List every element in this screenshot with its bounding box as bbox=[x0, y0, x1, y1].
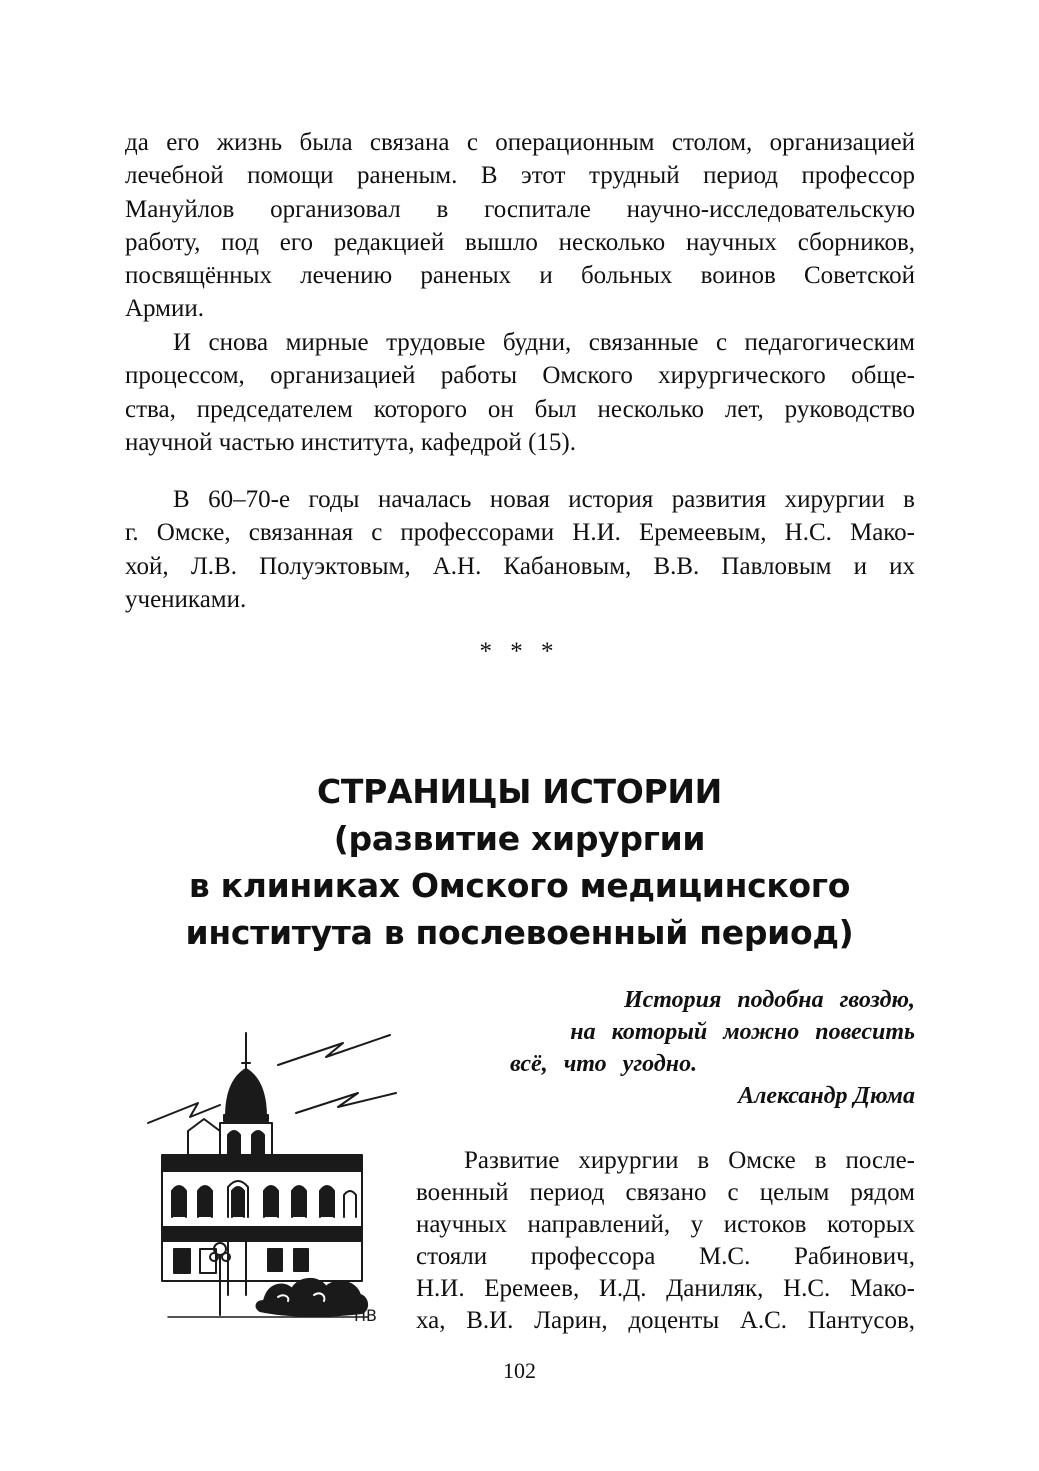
heading-line: (развитие хирургии bbox=[333, 819, 706, 858]
text-line: И снова мирные трудовые будни, связанные с педагогическим bbox=[173, 329, 915, 356]
text-line: Мануйлов организовал в госпитале научно-исследовательскую bbox=[125, 195, 915, 223]
heading-line: в клиниках Омского медицинского bbox=[188, 866, 851, 905]
text-line: научной частью института, кафедрой (15). bbox=[125, 428, 576, 456]
epigraph-line: История подобна гвоздю, bbox=[623, 987, 915, 1013]
text-line: процессом, организацией работы Омского хирургического обще- bbox=[125, 362, 915, 390]
paragraph bbox=[125, 126, 915, 326]
text-line: Н.И. Еремеев, И.Д. Даниляк, Н.С. Мако- bbox=[416, 1275, 915, 1302]
text-line: Развитие хирургии в Омске в после- bbox=[464, 1147, 915, 1174]
section-separator: * * * bbox=[479, 638, 560, 665]
text-line: В 60–70-е годы началась новая история развития хирургии в bbox=[173, 486, 915, 513]
text-line: посвящённых лечению раненых и больных воинов Советской bbox=[125, 262, 915, 290]
paragraph bbox=[416, 1145, 915, 1337]
epigraph-line: на который можно повесить bbox=[570, 1019, 915, 1045]
text-line: г. Омске, связанная с профессорами Н.И. Еремеевым, Н.С. Мако- bbox=[125, 519, 915, 547]
epigraph-line: всё, что угодно. bbox=[510, 1051, 698, 1077]
heading-line: института в послевоенный период) bbox=[185, 913, 854, 952]
text-line: стояли профессора М.С. Рабинович, bbox=[416, 1243, 915, 1270]
text-line: хой, Л.В. Полуэктовым, А.Н. Кабановым, В.В. Павловым и их bbox=[125, 552, 915, 580]
text-line: научных направлений, у истоков которых bbox=[416, 1211, 915, 1238]
epigraph-author: Александр Дюма bbox=[738, 1083, 915, 1109]
section-heading bbox=[60, 768, 979, 956]
text-line: военный период связано с целым рядом bbox=[416, 1179, 915, 1206]
text-line: да его жизнь была связана с операционным столом, организацией bbox=[125, 129, 915, 156]
building-sketch-icon bbox=[128, 1005, 400, 1327]
text-line: ства, председателем которого он был несколько лет, руководство bbox=[125, 395, 915, 423]
paragraph bbox=[125, 326, 915, 459]
epigraph bbox=[470, 984, 915, 1112]
text-line: ха, В.И. Ларин, доценты А.С. Пантусов, bbox=[416, 1307, 915, 1334]
text-line: Армии. bbox=[125, 295, 205, 323]
text-line: работу, под его редакцией вышло несколько научных сборников, bbox=[125, 228, 915, 256]
paragraph bbox=[125, 483, 915, 616]
text-line: учениками. bbox=[125, 585, 247, 613]
heading-line: СТРАНИЦЫ ИСТОРИИ bbox=[316, 772, 722, 811]
text-line: лечебной помощи раненым. В этот трудный период профессор bbox=[125, 162, 915, 190]
illustration-signature: ПВ bbox=[354, 1306, 378, 1325]
page-number: 102 bbox=[503, 1358, 536, 1383]
